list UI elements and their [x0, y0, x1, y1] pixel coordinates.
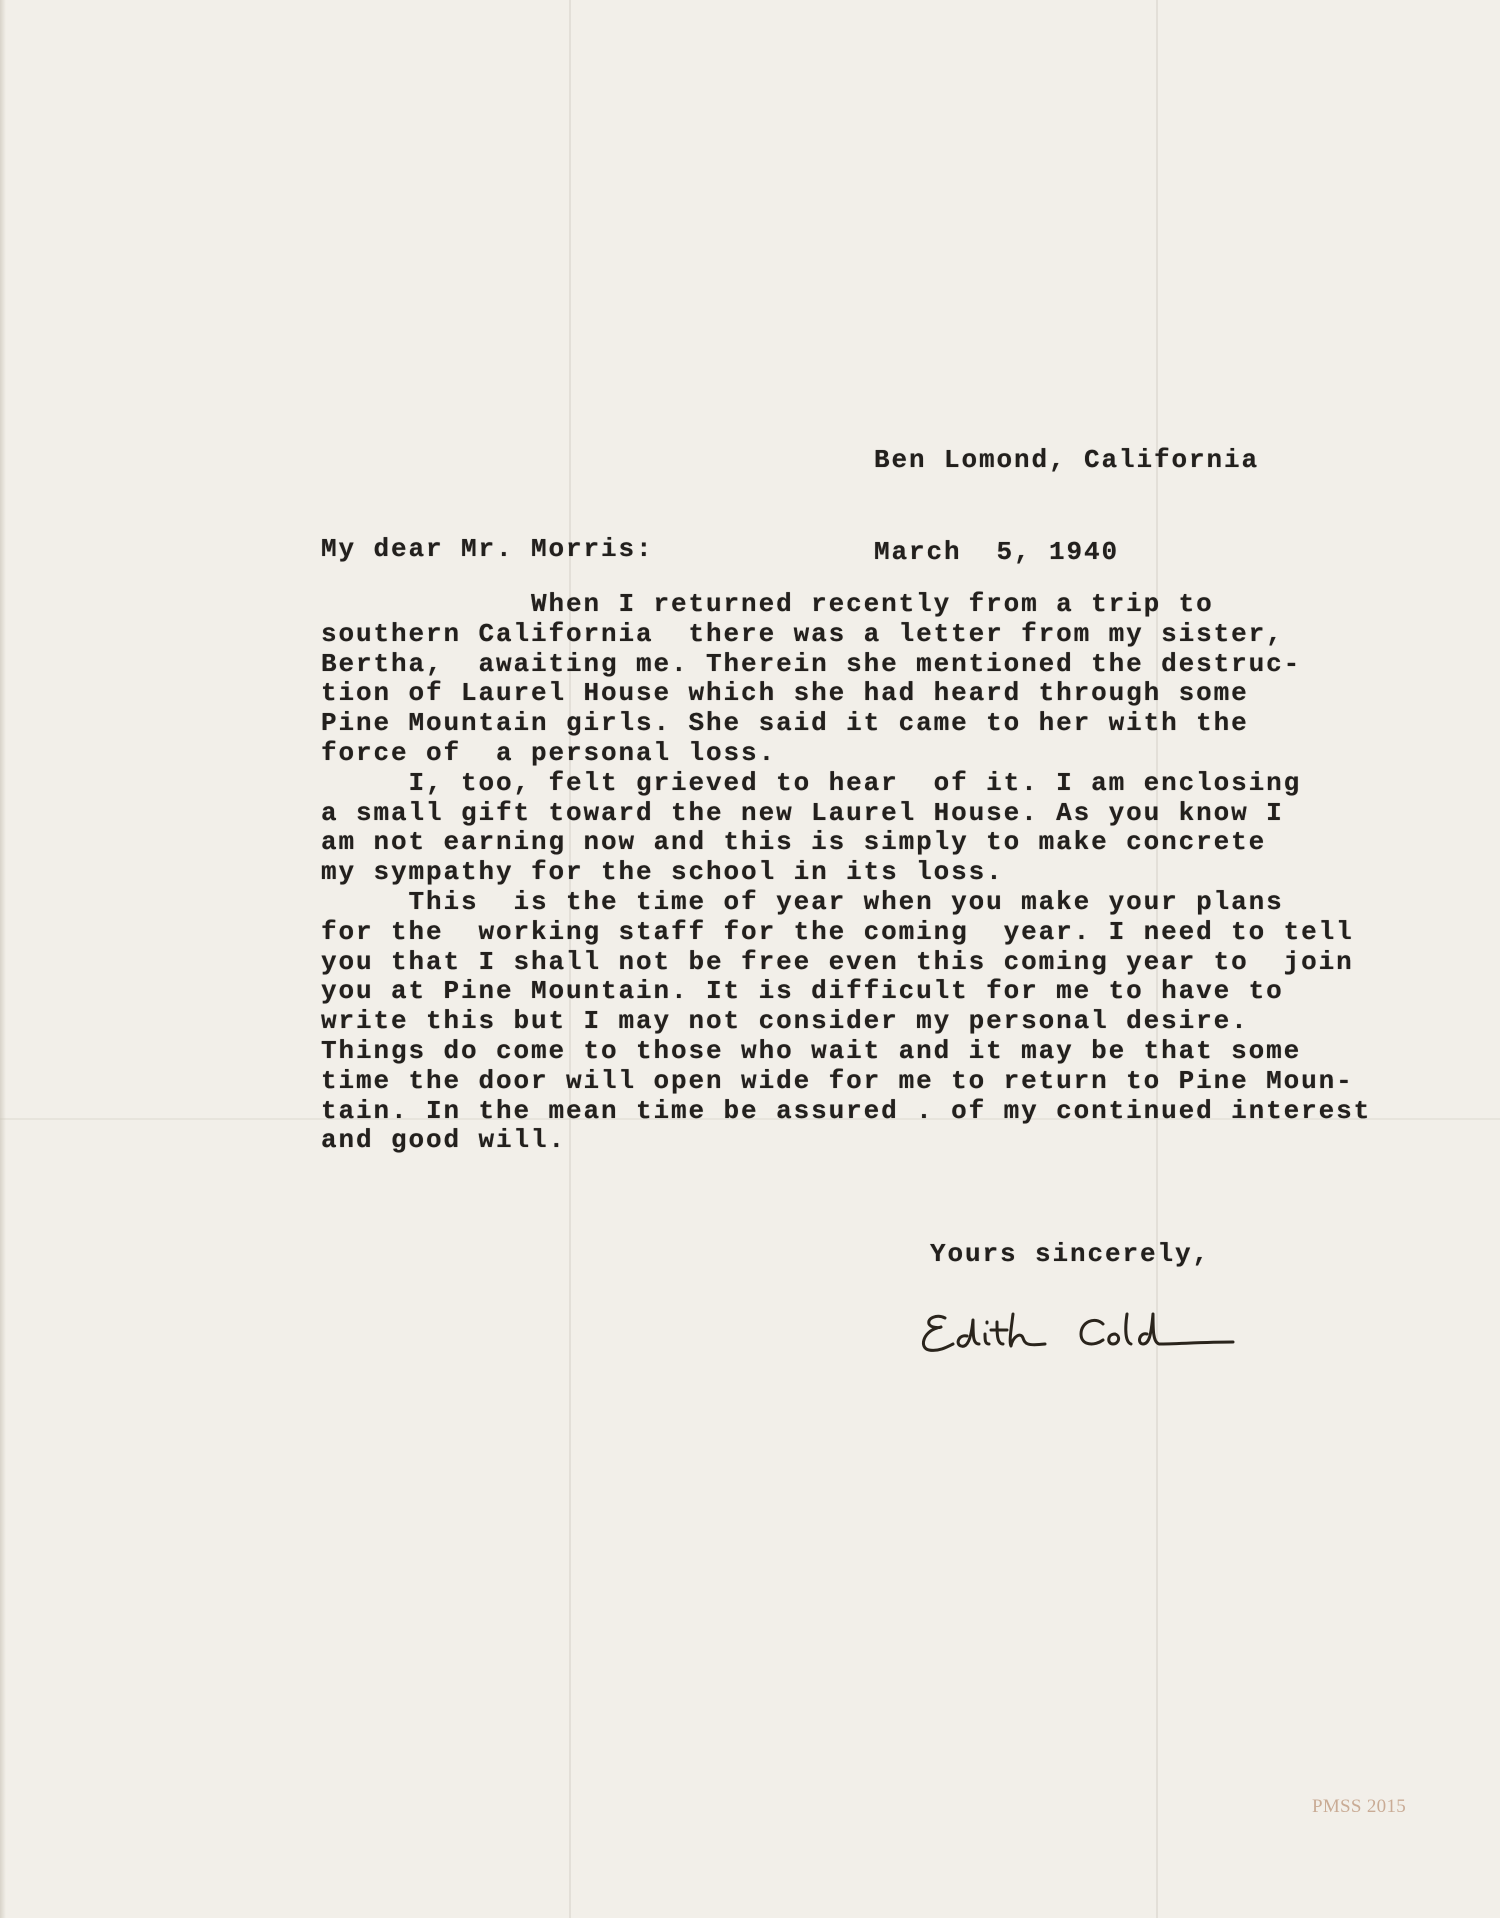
handwritten-signature	[915, 1300, 1245, 1370]
body-line: write this but I may not consider my personal desire.	[321, 1006, 1249, 1037]
salutation: My dear Mr. Morris:	[321, 534, 654, 564]
body-line: Bertha, awaiting me. Therein she mentioned the destruc-	[321, 648, 1302, 679]
body-line: When I returned recently from a trip to	[321, 589, 1214, 619]
paper-edge	[0, 0, 6, 1918]
body-line: you at Pine Mountain. It is difficult for me to have to	[321, 976, 1284, 1007]
body-line: Pine Mountain girls. She said it came to her with the	[321, 708, 1249, 739]
body-line: tain. In the mean time be assured . of my continued interest	[321, 1095, 1372, 1126]
date-line: March 5, 1940	[874, 536, 1120, 567]
body-line: am not earning now and this is simply to make concrete	[321, 827, 1267, 858]
letter-heading	[874, 384, 1259, 598]
body-line: my sympathy for the school in its loss.	[321, 857, 1004, 888]
body-line: This is the time of year when you make your plans	[321, 886, 1284, 917]
archive-watermark: PMSS 2015	[1312, 1796, 1407, 1817]
body-line: Things do come to those who wait and it may be that some	[321, 1035, 1302, 1066]
place-line: Ben Lomond, California	[874, 445, 1260, 476]
letter-body	[321, 590, 1371, 1156]
body-line: tion of Laurel House which she had heard through some	[321, 678, 1249, 709]
body-line: you that I shall not be free even this coming year to join	[321, 946, 1354, 977]
closing: Yours sincerely,	[930, 1239, 1211, 1269]
body-line: and good will.	[321, 1125, 567, 1156]
body-line: southern California there was a letter from my sister,	[321, 618, 1284, 649]
body-line: force of a personal loss.	[321, 737, 777, 768]
body-line: for the working staff for the coming year. I need to tell	[321, 916, 1354, 947]
body-line: time the door will open wide for me to return to Pine Moun-	[321, 1065, 1354, 1096]
body-line: I, too, felt grieved to hear of it. I am enclosing	[321, 767, 1302, 798]
body-line: a small gift toward the new Laurel House. As you know I	[321, 797, 1284, 828]
